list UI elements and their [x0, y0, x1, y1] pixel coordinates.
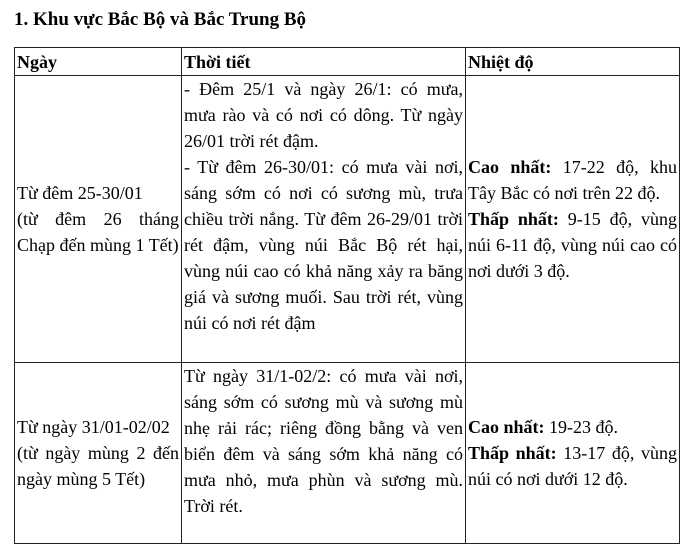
date-cell	[15, 76, 182, 363]
temp-max-label: Cao nhất:	[468, 417, 545, 437]
temp-min-label: Thấp nhất:	[468, 443, 557, 463]
temp-max-line	[468, 154, 677, 206]
temp-max-value: 17-22 độ, khu Tây Bắc có nơi trên 22 độ.	[468, 157, 678, 203]
header-cell-date: Ngày	[15, 48, 182, 76]
date-cell	[15, 363, 182, 544]
temp-max-value: 19-23 độ.	[549, 417, 619, 437]
weather-paragraph: - Đêm 25/1 và ngày 26/1: có mưa, mưa rào và có nơi có dông. Từ ngày 26/01 trời rét đậm.	[184, 79, 463, 151]
temp-min-line	[468, 206, 677, 284]
temp-min-label: Thấp nhất:	[468, 209, 559, 229]
date-line: Từ đêm 25-30/01	[17, 183, 143, 203]
weather-paragraph: Từ ngày 31/1-02/2: có mưa vài nơi, sáng sớm có sương mù và sương mù nhẹ rải rác; riêng đồng bằng và ven biển đêm và sáng sớm khả năng có mưa nhỏ, mưa phùn và sương mù. Trời rét.	[184, 366, 463, 516]
date-lunar-line: (từ ngày mùng 2 đến ngày mùng 5 Tết)	[17, 443, 179, 489]
table-row	[15, 363, 680, 544]
temperature-cell	[466, 363, 680, 544]
date-lunar-line: (từ đêm 26 tháng Chạp đến mùng 1 Tết)	[17, 209, 179, 255]
table-header-row	[15, 48, 680, 76]
header-cell-weather: Thời tiết	[182, 48, 466, 76]
temperature-cell	[466, 76, 680, 363]
page-title: 1. Khu vực Bắc Bộ và Bắc Trung Bộ	[14, 9, 307, 30]
forecast-table	[14, 47, 680, 544]
table-row	[15, 76, 680, 363]
date-line: Từ ngày 31/01-02/02	[17, 417, 170, 437]
weather-cell	[182, 363, 466, 544]
temp-min-value: 9-15 độ, vùng núi 6-11 độ, vùng núi cao có nơi dưới 3 độ.	[468, 209, 678, 281]
weather-cell	[182, 76, 466, 363]
temp-min-line	[468, 440, 677, 492]
weather-paragraph: - Từ đêm 26-30/01: có mưa vài nơi, sáng sớm có nơi có sương mù, trưa chiều trời nắng. Từ đêm 26-29/01 trời rét đậm, vùng núi Bắc Bộ rét hại, vùng núi cao có khả năng xảy ra băng giá và sương muối. Sau trời rét, vùng núi có nơi rét đậm	[184, 157, 463, 333]
temp-max-label: Cao nhất:	[468, 157, 552, 177]
temp-max-line	[468, 414, 677, 440]
temp-min-value: 13-17 độ, vùng núi có nơi dưới 12 độ.	[468, 443, 678, 489]
header-cell-temperature: Nhiệt độ	[466, 48, 680, 76]
